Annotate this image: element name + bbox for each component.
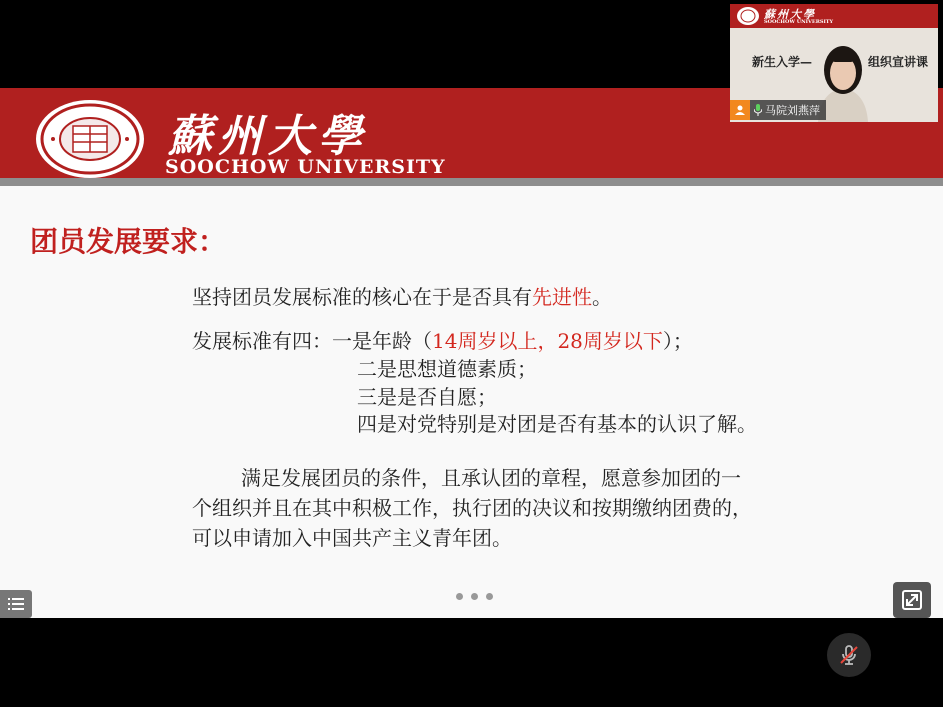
paragraph-line-1: 满足发展团员的条件，且承认团的章程，愿意参加团的一: [241, 466, 741, 490]
line-core-prefix: 坚持团员发展标准的核心在于是否具有: [192, 285, 532, 309]
speaker-name: 马院刘燕萍: [765, 104, 820, 117]
line-core-standard: [192, 281, 612, 310]
expand-icon: [901, 589, 923, 611]
menu-icon: [8, 597, 24, 611]
mic-icon: [754, 104, 762, 116]
video-caption-right: 组织宣讲课: [868, 55, 929, 69]
speaker-video[interactable]: [730, 4, 938, 122]
video-seal-icon: [736, 6, 760, 26]
banner-shadow: [0, 178, 943, 186]
university-name-cn: 蘇州大學: [168, 111, 368, 162]
menu-button[interactable]: [0, 590, 32, 618]
university-name-en: SOOCHOW UNIVERSITY: [165, 156, 446, 178]
speaker-nametag: [730, 100, 826, 120]
shared-slide: [0, 88, 943, 618]
standard-1-highlight: 14周岁以上，28周岁以下: [432, 329, 663, 353]
university-seal-icon: [33, 98, 147, 180]
expand-button[interactable]: [893, 582, 931, 618]
dot: [471, 593, 478, 600]
standards-label: 发展标准有四：: [192, 329, 332, 353]
standard-2: 二是思想道德素质；: [357, 357, 537, 381]
line-core-highlight: 先进性: [532, 285, 592, 309]
standard-1-suffix: ）；: [662, 329, 693, 353]
person-icon: [730, 100, 750, 120]
video-banner: [730, 4, 938, 28]
mic-toggle-button[interactable]: [827, 633, 871, 677]
paragraph-line-3: 可以申请加入中国共产主义青年团。: [192, 526, 512, 550]
slide-title: 团员发展要求：: [30, 225, 227, 258]
paragraph-line-2: 个组织并且在其中积极工作，执行团的决议和按期缴纳团费的，: [192, 496, 752, 520]
video-caption-left: 新生入学—: [752, 55, 813, 69]
dot: [456, 593, 463, 600]
mic-muted-icon: [837, 643, 861, 667]
video-logo-cn: 蘇州大學: [764, 8, 816, 21]
standard-4: 四是对党特别是对团是否有基本的认识了解。: [357, 412, 757, 436]
dot: [486, 593, 493, 600]
video-logo-en: SOOCHOW UNIVERSITY: [764, 19, 834, 25]
more-options-dots[interactable]: [456, 593, 500, 603]
standard-3: 三是是否自愿；: [357, 385, 497, 409]
line-core-suffix: 。: [592, 285, 612, 309]
standard-1-prefix: 一是年龄（: [332, 329, 432, 353]
line-standards: [192, 325, 693, 354]
